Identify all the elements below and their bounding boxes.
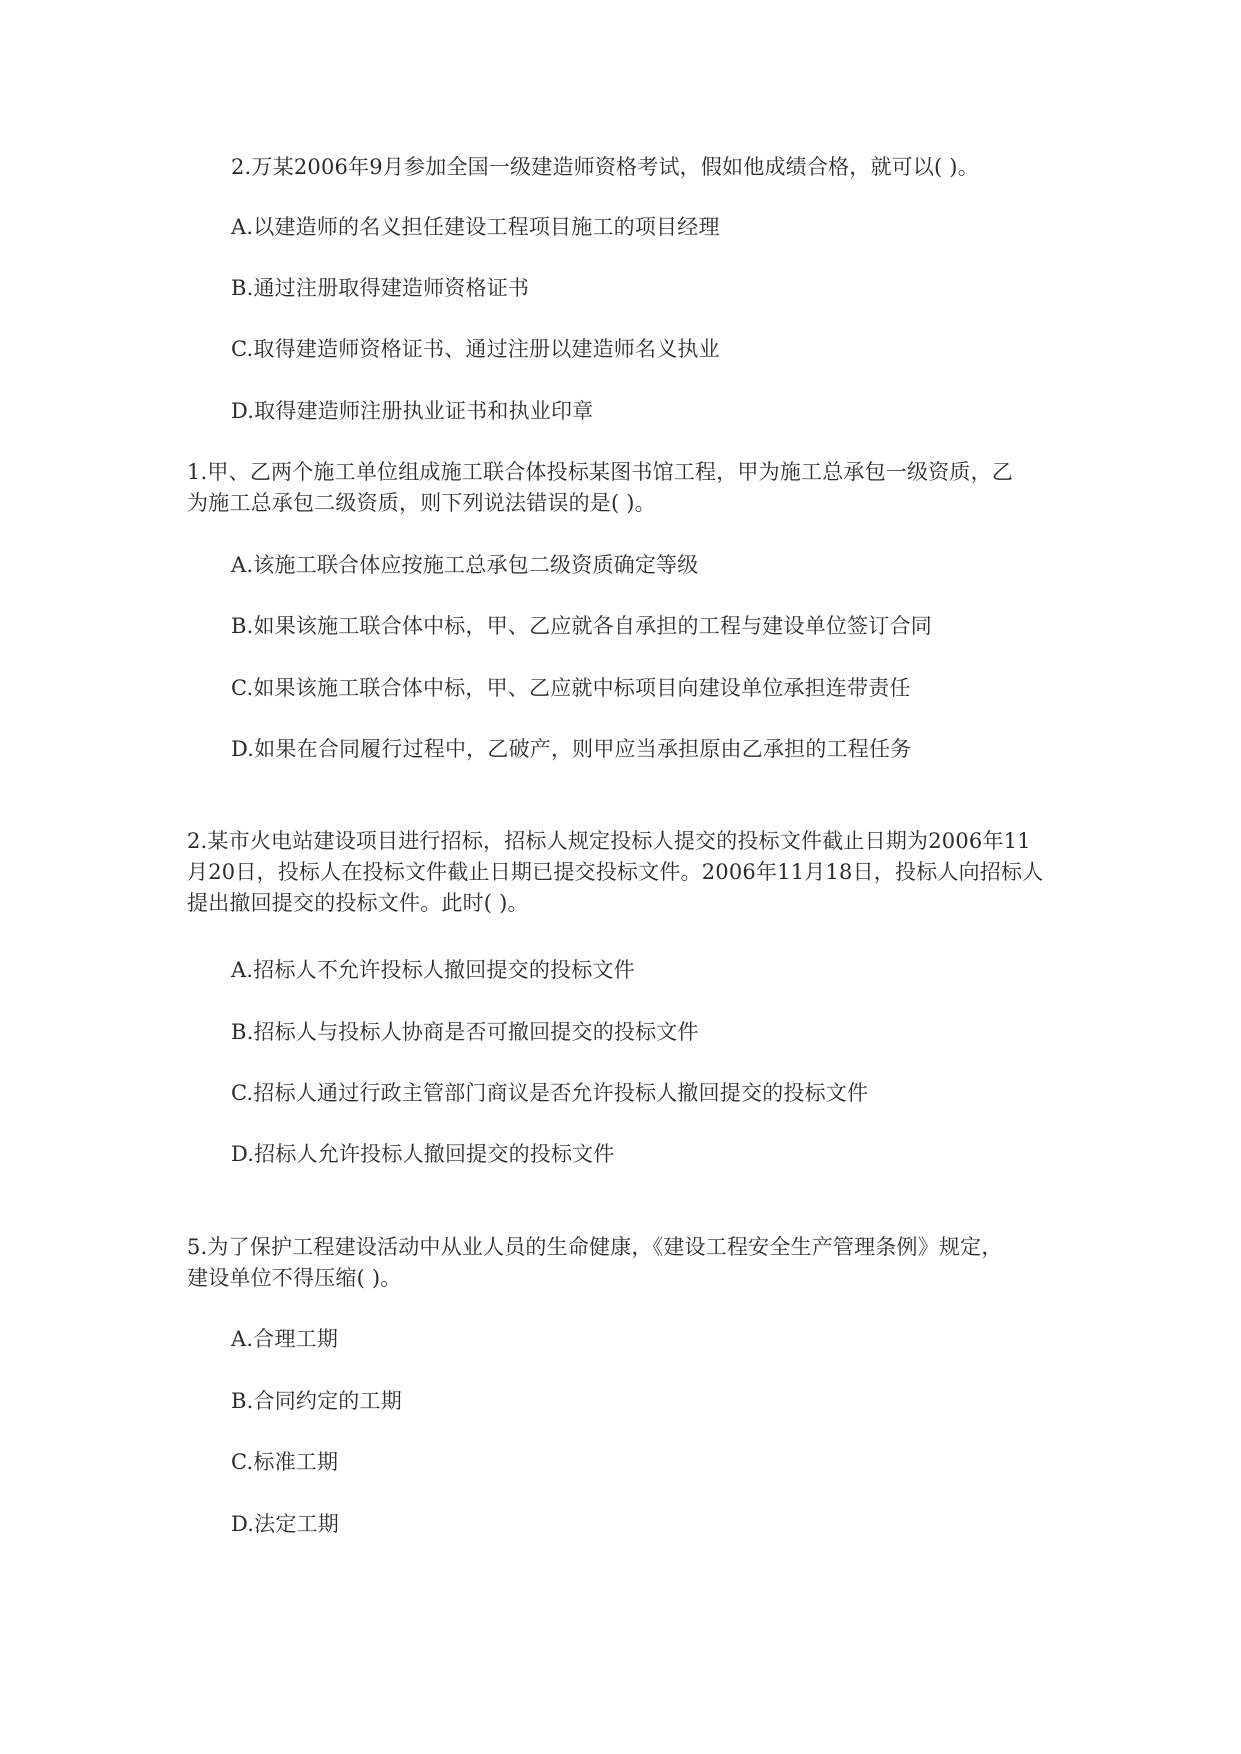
question-3-line-3: 提出撤回提交的投标文件。此时( )。	[187, 891, 529, 915]
question-1-line-1: 2.万某2006年9月参加全国一级建造师资格考试，假如他成绩合格，就可以( )。	[231, 155, 979, 179]
question-4-line-2: 建设单位不得压缩( )。	[187, 1266, 402, 1290]
question-3-option-a: A.招标人不允许投标人撤回提交的投标文件	[231, 958, 635, 982]
question-3-option-d: D.招标人允许投标人撤回提交的投标文件	[231, 1142, 615, 1166]
question-1-text	[187, 152, 1047, 183]
question-3-option-c: C.招标人通过行政主管部门商议是否允许投标人撤回提交的投标文件	[231, 1081, 869, 1105]
question-3-option-b: B.招标人与投标人协商是否可撤回提交的投标文件	[231, 1020, 699, 1044]
question-4-text	[187, 1232, 1047, 1294]
question-2-option-c: C.如果该施工联合体中标，甲、乙应就中标项目向建设单位承担连带责任	[231, 676, 911, 700]
question-4-option-b: B.合同约定的工期	[231, 1389, 402, 1413]
question-4-option-a: A.合理工期	[231, 1327, 339, 1351]
question-4-option-d: D.法定工期	[231, 1512, 339, 1536]
question-2-line-1: 1.甲、乙两个施工单位组成施工联合体投标某图书馆工程，甲为施工总承包一级资质，乙	[187, 460, 1014, 484]
question-2-option-b: B.如果该施工联合体中标，甲、乙应就各自承担的工程与建设单位签订合同	[231, 614, 932, 638]
question-4-option-c: C.标准工期	[231, 1450, 339, 1474]
question-3-text	[187, 826, 1047, 919]
question-1-option-a: A.以建造师的名义担任建设工程项目施工的项目经理	[231, 215, 720, 239]
question-2-option-d: D.如果在合同履行过程中，乙破产，则甲应当承担原由乙承担的工程任务	[231, 737, 912, 761]
question-3-line-2: 月20日，投标人在投标文件截止日期已提交投标文件。2006年11月18日，投标人向招标人	[187, 860, 1044, 884]
question-1-option-c: C.取得建造师资格证书、通过注册以建造师名义执业	[231, 337, 720, 361]
question-4-line-1: 5.为了保护工程建设活动中从业人员的生命健康，《建设工程安全生产管理条例》规定，	[187, 1235, 1003, 1259]
question-1-option-b: B.通过注册取得建造师资格证书	[231, 276, 530, 300]
question-2-text	[187, 457, 1047, 519]
question-3-line-1: 2.某市火电站建设项目进行招标，招标人规定投标人提交的投标文件截止日期为2006年11	[187, 829, 1031, 853]
question-2-line-2: 为施工总承包二级资质，则下列说法错误的是( )。	[187, 491, 656, 515]
question-2-option-a: A.该施工联合体应按施工总承包二级资质确定等级	[231, 553, 699, 577]
question-1-option-d: D.取得建造师注册执业证书和执业印章	[231, 399, 594, 423]
